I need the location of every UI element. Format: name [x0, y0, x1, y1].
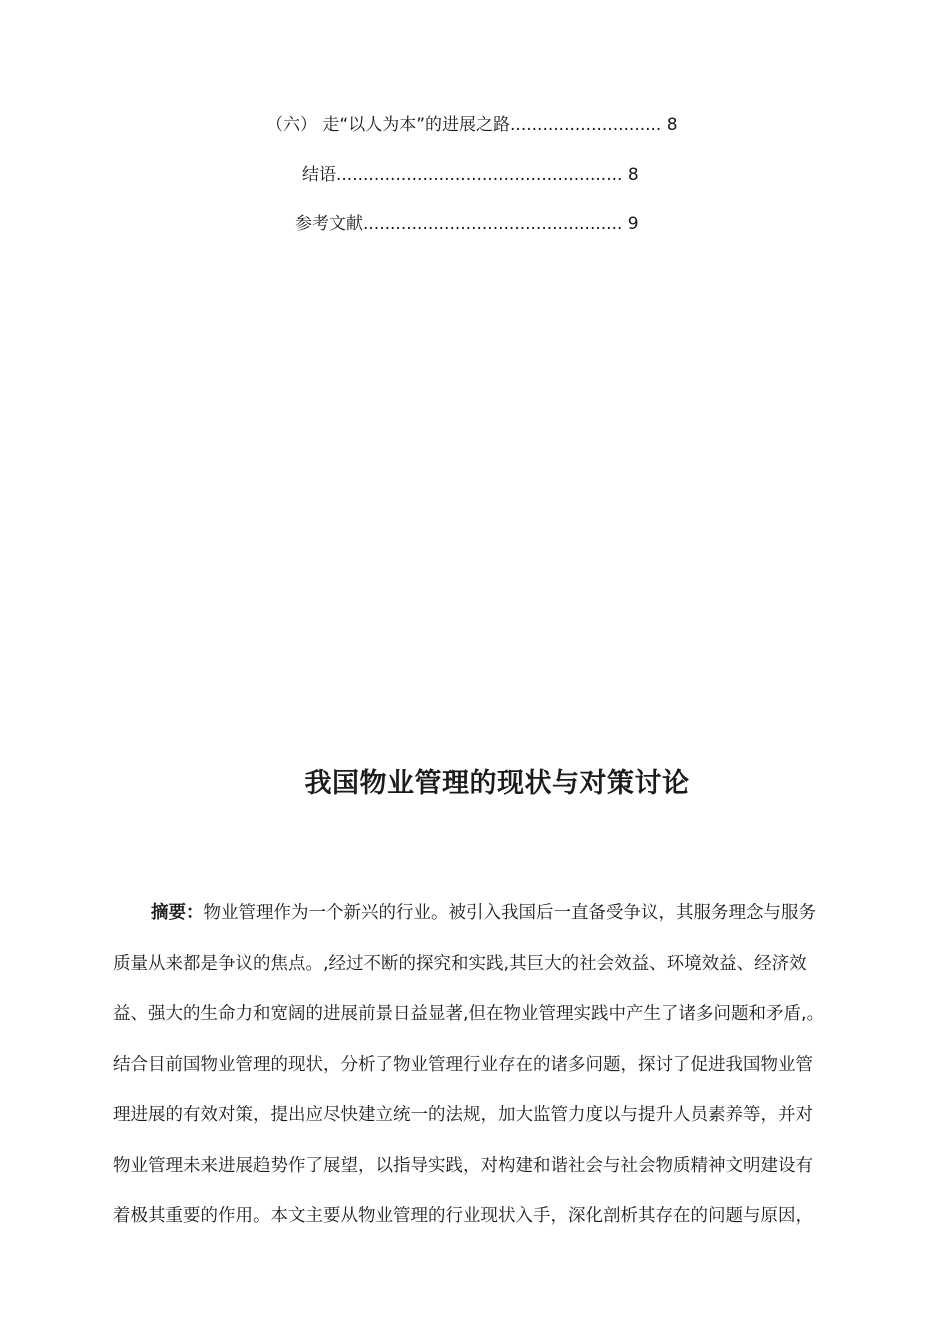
toc-entry-label: （六） 走“以人为本”的进展之路	[266, 115, 511, 135]
toc-entry-label: 结语	[302, 165, 336, 185]
toc-leader-dots: ................................................	[363, 214, 623, 234]
toc-entry-label: 参考文献	[295, 214, 363, 234]
abstract-line: 着极其重要的作用。本文主要从物业管理的行业现状入手，深化剖析其存在的问题与原因，	[113, 1206, 813, 1226]
abstract-line	[113, 888, 883, 939]
toc-page-number: 9	[627, 214, 639, 234]
toc-entry[interactable]	[302, 163, 639, 187]
toc-entry[interactable]	[295, 212, 639, 236]
abstract-paragraph	[113, 888, 883, 1242]
abstract-label: 摘要：	[151, 903, 204, 923]
toc-leader-dots: ............................	[510, 115, 662, 135]
toc-page-number: 8	[627, 165, 639, 185]
toc-entry[interactable]	[266, 113, 678, 137]
abstract-line: 益、强大的生命力和宽阔的进展前景日益显著,但在物业管理实践中产生了诸多问题和矛盾,。	[113, 1004, 825, 1024]
toc-page-number: 8	[666, 115, 678, 135]
abstract-line: 理进展的有效对策，提出应尽快建立统一的法规，加大监管力度以与提升人员素养等，并对	[113, 1105, 813, 1125]
abstract-line: 物业管理未来进展趋势作了展望，以指导实践，对构建和谐社会与社会物质精神文明建设有	[113, 1155, 813, 1176]
abstract-line: 结合目前国物业管理的现状，分析了物业管理行业存在的诸多问题，探讨了促进我国物业管	[113, 1054, 813, 1075]
document-title: 我国物业管理的现状与对策讨论	[304, 768, 690, 799]
abstract-line-text: 物业管理作为一个新兴的行业。被引入我国后一直备受争议，其服务理念与服务	[203, 903, 816, 923]
abstract-line: 质量从来都是争议的焦点。,经过不断的探究和实践,其巨大的社会效益、环境效益、经济效	[113, 953, 807, 974]
toc-leader-dots: .....................................................	[336, 165, 623, 185]
